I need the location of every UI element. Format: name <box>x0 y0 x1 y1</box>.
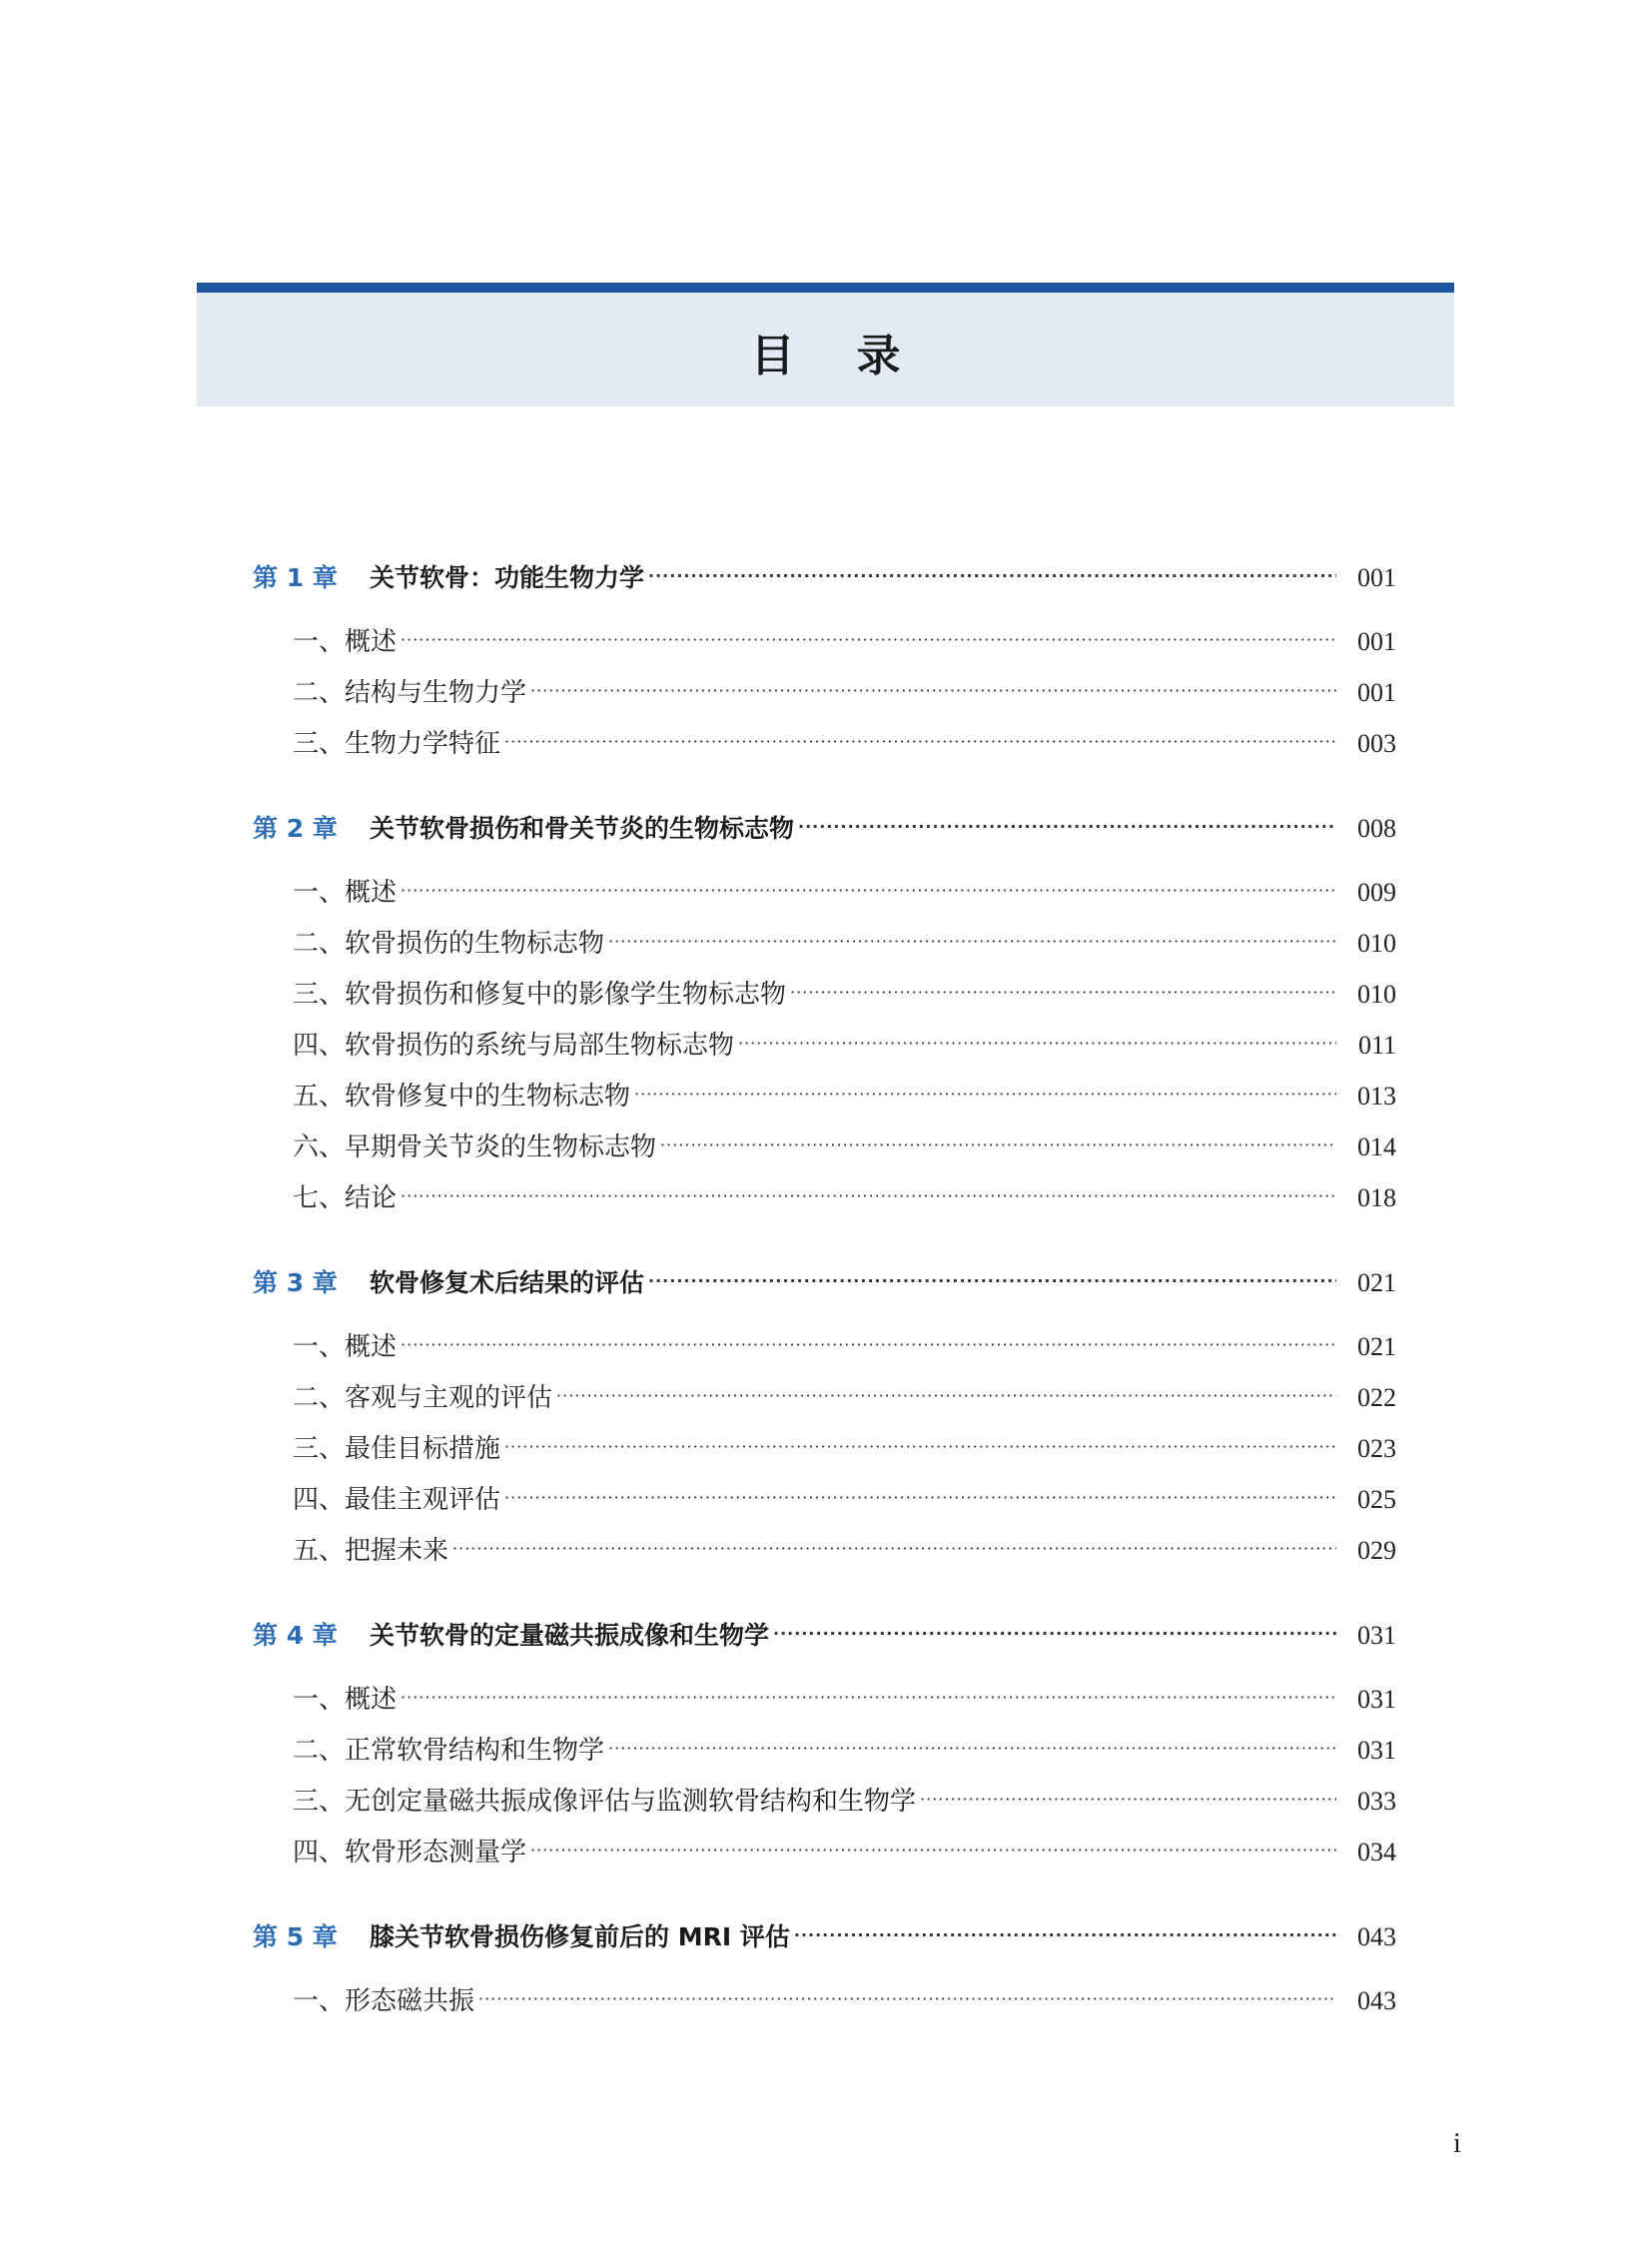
dot-leader <box>648 1254 1336 1308</box>
section-page-number: 003 <box>1357 729 1396 758</box>
section-title: 四、软骨损伤的系统与局部生物标志物 <box>293 1031 735 1061</box>
dot-leader <box>504 1421 1336 1472</box>
dot-leader <box>608 916 1336 967</box>
section-page-number: 010 <box>1357 980 1396 1009</box>
dot-leader <box>798 800 1336 854</box>
section-page-number: 009 <box>1357 878 1396 907</box>
section-title: 一、概述 <box>293 1332 398 1362</box>
dot-leader <box>790 967 1336 1018</box>
dot-leader <box>530 1825 1336 1875</box>
toc-section-entry[interactable] <box>253 1321 1396 1372</box>
chapter-title: 关节软骨的定量磁共振成像和生物学 <box>370 1621 770 1650</box>
toc-section-entry[interactable] <box>253 1674 1396 1725</box>
chapter-page-number: 031 <box>1357 1621 1396 1650</box>
toc-section-entry[interactable] <box>253 1525 1396 1576</box>
dot-leader <box>556 1370 1336 1421</box>
chapter-page-number: 043 <box>1357 1922 1396 1951</box>
section-title: 一、形态磁共振 <box>293 1986 475 2016</box>
dot-leader <box>478 1973 1336 2024</box>
section-title: 六、早期骨关节炎的生物标志物 <box>293 1132 657 1162</box>
chapter-number: 第 5 章 <box>253 1922 338 1951</box>
dot-leader <box>738 1018 1336 1069</box>
dot-leader <box>648 549 1336 603</box>
section-title: 三、无创定量磁共振成像评估与监测软骨结构和生物学 <box>293 1787 917 1817</box>
toc-chapter-entry[interactable] <box>253 1910 1396 1964</box>
dot-leader <box>530 665 1336 716</box>
chapter-title: 膝关节软骨损伤修复前后的 MRI 评估 <box>370 1922 790 1951</box>
dot-leader <box>401 1672 1336 1723</box>
dot-leader <box>401 1170 1336 1221</box>
toc-section-entry[interactable] <box>253 1474 1396 1525</box>
toc-chapter-entry[interactable] <box>253 551 1396 605</box>
toc-section-entry[interactable] <box>253 867 1396 918</box>
page-title-char: 录 <box>856 331 901 381</box>
section-page-number: 010 <box>1357 929 1396 958</box>
section-title: 七、结论 <box>293 1183 398 1213</box>
toc-chapter-entry[interactable] <box>253 802 1396 856</box>
toc-chapter-entry[interactable] <box>253 1256 1396 1310</box>
toc-section-entry[interactable] <box>253 1725 1396 1776</box>
section-page-number: 029 <box>1357 1536 1396 1565</box>
toc-section-entry[interactable] <box>253 1776 1396 1827</box>
section-page-number: 011 <box>1357 1031 1396 1060</box>
toc-section-entry[interactable] <box>253 1172 1396 1223</box>
section-title: 二、结构与生物力学 <box>293 678 527 708</box>
section-page-number: 031 <box>1357 1685 1396 1714</box>
section-page-number: 033 <box>1357 1787 1396 1816</box>
toc-section-entry[interactable] <box>253 1827 1396 1877</box>
section-page-number: 001 <box>1357 678 1396 707</box>
section-title: 三、生物力学特征 <box>293 729 501 759</box>
chapter-page-number: 001 <box>1357 563 1396 592</box>
toc-section-entry[interactable] <box>253 1121 1396 1172</box>
toc-section-entry[interactable] <box>253 667 1396 718</box>
page-title <box>751 320 901 383</box>
section-title: 四、软骨形态测量学 <box>293 1838 527 1868</box>
chapter-number: 第 1 章 <box>253 563 338 592</box>
section-page-number: 014 <box>1357 1132 1396 1161</box>
toc-section-entry[interactable] <box>253 616 1396 667</box>
dot-leader <box>401 614 1336 665</box>
toc-section-entry[interactable] <box>253 1071 1396 1121</box>
toc-section-entry[interactable] <box>253 718 1396 769</box>
section-page-number: 021 <box>1357 1332 1396 1361</box>
toc-title-band <box>197 283 1454 406</box>
toc-section-entry[interactable] <box>253 918 1396 969</box>
chapter-number: 第 2 章 <box>253 814 338 843</box>
dot-leader <box>608 1723 1336 1774</box>
section-title: 五、把握未来 <box>293 1536 449 1566</box>
page-folio: i <box>1453 2128 1461 2159</box>
section-title: 二、软骨损伤的生物标志物 <box>293 929 605 959</box>
section-page-number: 018 <box>1357 1183 1396 1212</box>
section-page-number: 022 <box>1357 1383 1396 1412</box>
section-title: 二、正常软骨结构和生物学 <box>293 1736 605 1766</box>
section-title: 三、软骨损伤和修复中的影像学生物标志物 <box>293 980 787 1010</box>
section-title: 四、最佳主观评估 <box>293 1485 501 1515</box>
chapter-page-number: 008 <box>1357 814 1396 843</box>
toc-section-entry[interactable] <box>253 1372 1396 1423</box>
section-page-number: 013 <box>1357 1082 1396 1111</box>
toc-section-entry[interactable] <box>253 1975 1396 2026</box>
table-of-contents <box>253 551 1396 2026</box>
section-title: 三、最佳目标措施 <box>293 1434 501 1464</box>
dot-leader <box>504 1472 1336 1523</box>
section-page-number: 001 <box>1357 627 1396 656</box>
toc-section-entry[interactable] <box>253 969 1396 1020</box>
chapter-title: 软骨修复术后结果的评估 <box>370 1268 645 1297</box>
chapter-number: 第 3 章 <box>253 1268 338 1297</box>
section-page-number: 034 <box>1357 1838 1396 1867</box>
section-page-number: 043 <box>1357 1986 1396 2015</box>
chapter-page-number: 021 <box>1357 1268 1396 1297</box>
dot-leader <box>660 1120 1336 1170</box>
chapter-title: 关节软骨损伤和骨关节炎的生物标志物 <box>370 814 795 843</box>
chapter-title: 关节软骨：功能生物力学 <box>370 563 645 592</box>
dot-leader <box>401 1319 1336 1370</box>
page-title-char: 目 <box>750 331 795 381</box>
toc-chapter-entry[interactable] <box>253 1609 1396 1663</box>
dot-leader <box>504 716 1336 767</box>
section-title: 一、概述 <box>293 878 398 908</box>
section-page-number: 031 <box>1357 1736 1396 1765</box>
dot-leader <box>773 1607 1336 1661</box>
dot-leader <box>452 1523 1336 1574</box>
section-page-number: 025 <box>1357 1485 1396 1514</box>
dot-leader <box>634 1069 1336 1120</box>
dot-leader <box>401 865 1336 916</box>
chapter-number: 第 4 章 <box>253 1621 338 1650</box>
dot-leader <box>794 1908 1336 1962</box>
toc-section-entry[interactable] <box>253 1423 1396 1474</box>
section-title: 五、软骨修复中的生物标志物 <box>293 1082 631 1112</box>
dot-leader <box>920 1774 1336 1825</box>
section-page-number: 023 <box>1357 1434 1396 1463</box>
section-title: 一、概述 <box>293 627 398 657</box>
section-title: 二、客观与主观的评估 <box>293 1383 553 1413</box>
section-title: 一、概述 <box>293 1685 398 1715</box>
toc-section-entry[interactable] <box>253 1020 1396 1071</box>
